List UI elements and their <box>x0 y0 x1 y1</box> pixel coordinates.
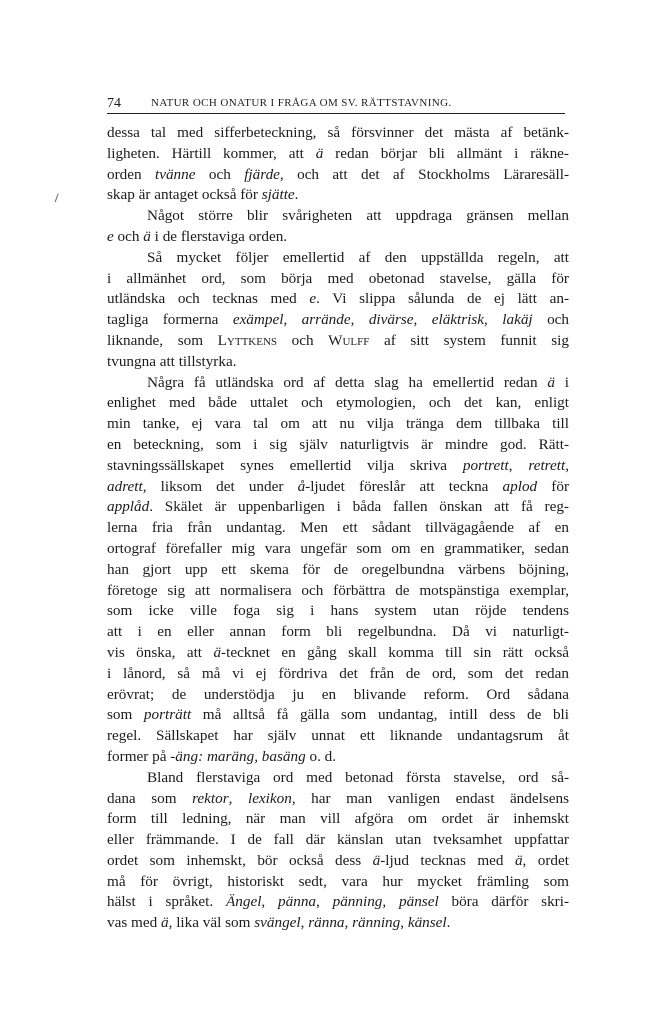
text-run: tagliga formerna <box>107 311 233 329</box>
text-line <box>107 581 569 602</box>
text-run: för <box>537 477 570 495</box>
italic-word: ä <box>514 851 523 869</box>
small-caps-name: Lyttkens <box>217 331 278 349</box>
text-run: , <box>413 311 432 329</box>
text-line <box>107 747 569 768</box>
text-line <box>107 789 569 810</box>
text-line <box>107 872 569 893</box>
text-line <box>107 768 569 789</box>
text-run: i de flerstaviga orden. <box>150 227 288 245</box>
text-run: -ljud tecknas med <box>380 851 515 869</box>
italic-word: ä <box>315 144 324 162</box>
italic-word: retrett <box>528 456 566 474</box>
text-line <box>107 435 569 456</box>
text-run: , lika väl som <box>168 914 255 932</box>
italic-word: pänning <box>332 893 383 911</box>
italic-word: lexikon <box>247 789 292 807</box>
italic-word: ä <box>213 643 222 661</box>
text-run: Så mycket följer emellertid af den uppställda regeln, att <box>147 248 569 266</box>
text-run: -ljudet föreslår att teckna <box>305 477 503 495</box>
italic-word: ränna <box>308 914 345 932</box>
text-run: Något större blir svårigheten att uppdraga gränsen mellan <box>147 207 569 225</box>
text-run: i allmänhet ord, som börja med obetonad stavelse, gälla för <box>107 269 569 287</box>
text-run: Bland flerstaviga ord med betonad första stavelse, ord så- <box>147 768 569 786</box>
text-run: skap är antaget också för <box>107 186 262 204</box>
text-line <box>107 185 569 206</box>
text-run: och <box>277 331 329 349</box>
text-run: , <box>261 893 279 911</box>
italic-word: -äng: maräng, basäng <box>170 747 306 765</box>
text-run: , liksom det under <box>142 477 298 495</box>
text-run: af sitt system funnit sig <box>369 331 569 349</box>
text-run: i lånord, så må vi ej fördriva det från de ord, som det redan <box>107 664 569 682</box>
text-run: ordet som inhemskt, bör också dess <box>107 851 373 869</box>
text-line <box>107 414 569 435</box>
text-run: som <box>107 706 144 724</box>
italic-word: exämpel <box>232 311 284 329</box>
text-line <box>107 393 569 414</box>
text-line <box>107 352 569 373</box>
italic-word: applåd <box>107 498 150 516</box>
text-run: Några få utländska ord af detta slag ha emellertid redan <box>147 373 548 391</box>
text-run: han gjort upp ett skema för de oregelbundna värbens böjning, <box>107 560 569 578</box>
page-number: 74 <box>107 96 121 111</box>
text-line <box>107 144 569 165</box>
text-run: vis önska, att <box>107 643 214 661</box>
margin-mark <box>55 194 62 204</box>
text-line <box>107 622 569 643</box>
text-run: enlighet med både uttalet och etymologien, och det kan, enligt <box>107 394 569 412</box>
text-run: må alltså få gälla som undantag, intill dess de bli <box>191 706 570 724</box>
text-line <box>107 664 569 685</box>
text-run: , <box>350 311 369 329</box>
text-line <box>107 851 569 872</box>
text-run: , <box>316 893 333 911</box>
italic-word: ä <box>372 851 381 869</box>
text-run: , <box>382 893 400 911</box>
text-line <box>107 310 569 331</box>
text-line <box>107 206 569 227</box>
text-run: , och att det af Stockholms Läraresäll- <box>279 165 569 183</box>
text-line <box>107 518 569 539</box>
text-run: , <box>484 311 503 329</box>
italic-word: känsel <box>407 914 447 932</box>
running-header <box>107 95 565 114</box>
italic-word: divärse <box>368 311 414 329</box>
text-run: dana som <box>107 789 193 807</box>
body-text <box>107 123 569 934</box>
text-run: min tanke, ej vara tal om att nu vilja tränga dem tillbaka till <box>107 415 569 433</box>
text-run: form till ledning, när man vill afgöra om ordet är inhemskt <box>107 810 569 828</box>
text-run: . <box>294 186 299 204</box>
text-line <box>107 560 569 581</box>
text-run: ortograf förefaller mig vara ungefär som om en grammatiker, sedan <box>107 539 569 557</box>
text-line <box>107 331 569 352</box>
text-line <box>107 165 569 186</box>
text-run: företoge sig att normalisera och förbättra de motspänstiga exemplar, <box>107 581 569 599</box>
text-run: erövrat; de understödja ju en blivande reform. Ord sådana <box>107 685 569 703</box>
italic-word: svängel <box>254 914 301 932</box>
text-run: liknande, som <box>107 331 218 349</box>
text-run: o. d. <box>305 747 337 765</box>
italic-word: eläktrisk <box>431 311 485 329</box>
text-line <box>107 913 569 934</box>
text-line <box>107 705 569 726</box>
text-line <box>107 497 569 518</box>
text-run: böra därför skri- <box>438 893 570 911</box>
italic-word: pänna <box>278 893 316 911</box>
text-run: en beteckning, som i sig själv naturligtvis är mindre god. Rätt- <box>107 435 569 453</box>
text-run: tvungna att tillstyrka. <box>107 352 237 370</box>
text-run: må för övrigt, historiskt sedt, vara hur mycket främling som <box>107 872 569 890</box>
text-line <box>107 830 569 851</box>
text-line <box>107 123 569 144</box>
text-line <box>107 601 569 622</box>
text-line <box>107 269 569 290</box>
text-run: stavningssällskapet synes emellertid vilja skriva <box>107 456 463 474</box>
text-line <box>107 726 569 747</box>
text-run: att i en eller annan form bli regelbundna. Då vi naturligt- <box>107 623 569 641</box>
italic-word: ä <box>161 914 169 932</box>
italic-word: å <box>297 477 306 495</box>
italic-word: porträtt <box>143 706 192 724</box>
text-run: lerna fria från undantag. Men ett sådant tillvägagående af en <box>107 519 569 537</box>
italic-word: portrett <box>462 456 509 474</box>
text-run: , <box>300 914 309 932</box>
italic-word: e <box>309 290 317 308</box>
text-run: , <box>508 456 529 474</box>
italic-word: e <box>107 227 114 245</box>
text-line <box>107 456 569 477</box>
text-run: , har man vanligen endast ändelsens <box>291 789 569 807</box>
text-line <box>107 373 569 394</box>
text-run: . <box>446 914 451 932</box>
text-run: och <box>532 311 569 329</box>
text-run: eller främmande. I de fall där känslan utan tveksamhet uppfattar <box>107 831 569 849</box>
text-line <box>107 477 569 498</box>
text-run: regel. Sällskapet har själv unnat ett liknande undantagsrum åt <box>107 727 569 745</box>
text-run: vas med <box>107 914 161 932</box>
running-title: NATUR OCH ONATUR I FRÅGA OM SV. RÄTTSTAVNING. <box>151 97 452 109</box>
text-run: -tecknet en gång skall komma till sin rätt också <box>221 643 569 661</box>
text-run: . Vi slippa sålunda de ej lätt an- <box>316 290 569 308</box>
italic-word: ä <box>143 227 151 245</box>
text-run: . Skälet är uppenbarligen i båda fallen önskan att få reg- <box>149 498 569 516</box>
text-run: redan börjar bli allmänt i räkne- <box>323 144 569 162</box>
text-run: dessa tal med sifferbeteckning, så försvinner det mästa af betänk- <box>107 124 569 141</box>
text-run: , <box>400 914 408 932</box>
italic-word: arrände <box>301 311 351 329</box>
text-run: , ordet <box>522 851 569 869</box>
italic-word: ä <box>547 373 555 391</box>
italic-word: Ängel <box>225 893 262 911</box>
text-run: , <box>228 789 248 807</box>
text-run: , <box>344 914 353 932</box>
italic-word: fjärde <box>244 165 280 183</box>
text-run: ligheten. Härtill kommer, att <box>107 144 316 162</box>
text-line <box>107 248 569 269</box>
text-run: hälst i språket. <box>107 893 226 911</box>
text-run: orden <box>107 165 155 183</box>
italic-word: ränning <box>352 914 401 932</box>
italic-word: adrett <box>107 477 143 495</box>
italic-word: pänsel <box>399 893 439 911</box>
text-run: utländska och tecknas med <box>107 290 310 308</box>
text-run: former på <box>107 747 171 765</box>
text-run: , <box>565 456 569 474</box>
text-run: och <box>113 227 144 245</box>
text-line <box>107 227 569 248</box>
text-line <box>107 539 569 560</box>
text-run: och <box>195 165 245 183</box>
small-caps-name: Wulff <box>328 331 370 349</box>
text-line <box>107 289 569 310</box>
italic-word: sjätte <box>261 186 295 204</box>
italic-word: lakäj <box>502 311 533 329</box>
text-line <box>107 643 569 664</box>
text-run: som icke ville foga sig i hans system utan röjde tendens <box>107 602 569 620</box>
italic-word: tvänne <box>154 165 196 183</box>
text-line <box>107 685 569 706</box>
text-line <box>107 809 569 830</box>
text-run: , <box>283 311 302 329</box>
text-run: i <box>555 373 569 391</box>
italic-word: rektor <box>192 789 229 807</box>
italic-word: aplod <box>502 477 538 495</box>
text-line <box>107 892 569 913</box>
